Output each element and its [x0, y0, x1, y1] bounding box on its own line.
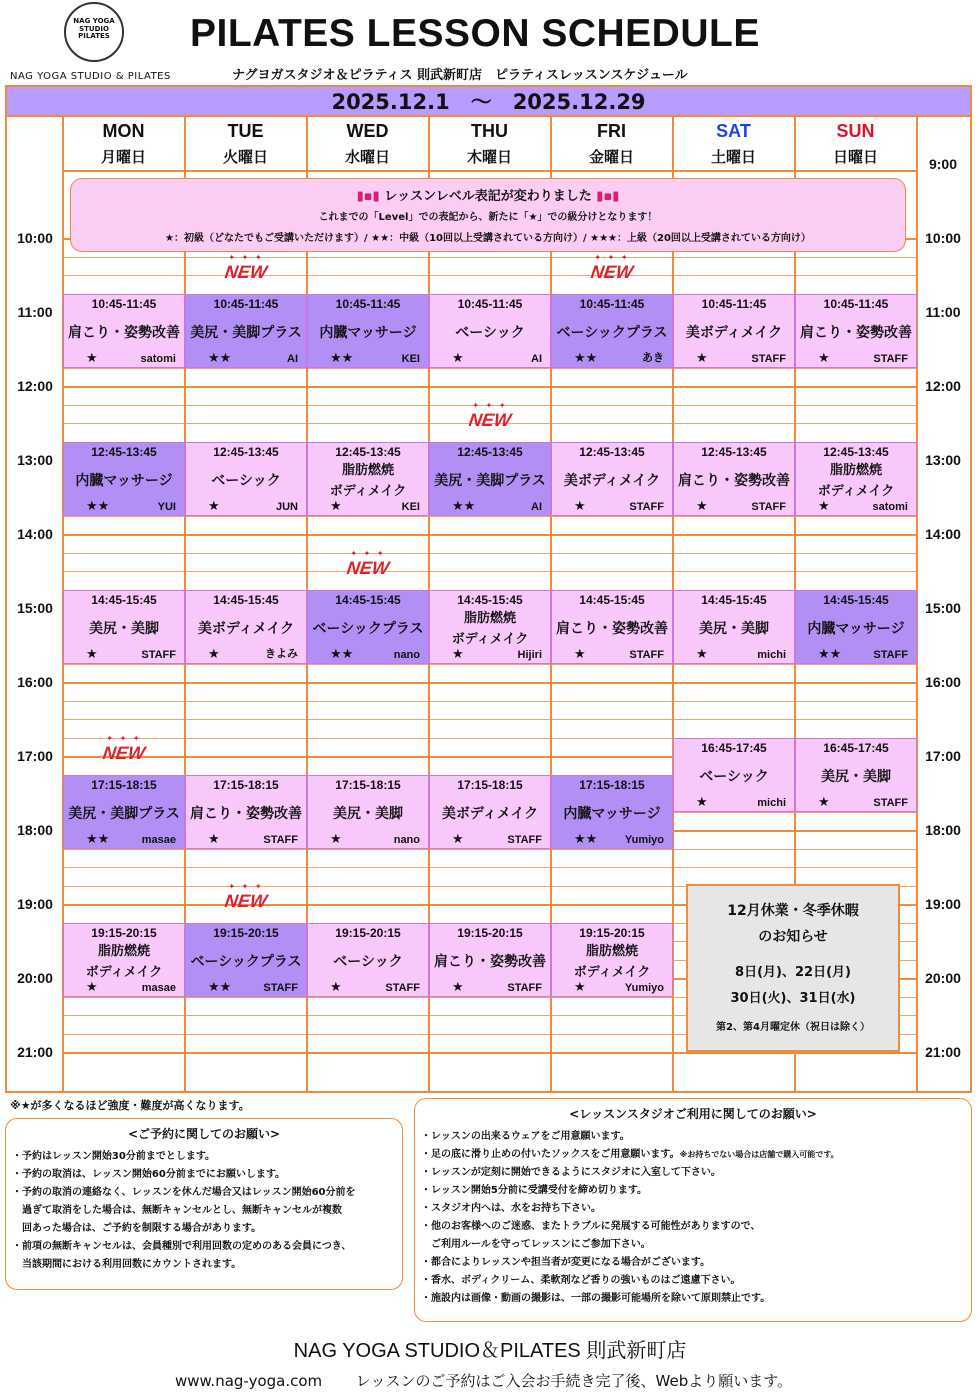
lesson-stars: ★	[818, 794, 830, 810]
lesson-name: 美尻・美脚	[821, 768, 891, 785]
time-label-left: 15:00	[17, 600, 53, 616]
time-label-right: 13:00	[925, 452, 961, 468]
lesson-stars: ★	[452, 350, 464, 366]
day-jp: 火曜日	[222, 148, 268, 166]
new-label: NEW	[223, 890, 269, 911]
lesson-card[interactable]	[307, 590, 429, 664]
lesson-time: 12:45-13:45	[457, 444, 523, 459]
rule-item: 回あった場合は、ご予約を制限する場合があります。	[12, 1223, 262, 1234]
lesson-stars: ★★	[86, 498, 110, 514]
new-badge	[94, 735, 154, 765]
lesson-name: 脂肪燃焼 ボディメイク	[451, 610, 529, 647]
lesson-name: 美尻・美脚	[333, 805, 403, 822]
day-header-tue	[185, 119, 306, 171]
rule-item: ・予約はレッスン開始30分前までとします。	[12, 1151, 216, 1162]
lesson-instructor: STAFF	[629, 500, 664, 513]
time-label-left: 12:00	[17, 378, 53, 394]
logo-caption: NAG YOGA STUDIO & PILATES	[10, 71, 171, 82]
quarter-line	[63, 719, 917, 720]
lesson-time: 14:45-15:45	[91, 592, 157, 607]
lesson-card[interactable]	[795, 294, 917, 368]
lesson-name: 脂肪燃焼 ボディメイク	[817, 462, 895, 499]
time-label-right: 14:00	[925, 526, 961, 542]
day-header-thu	[429, 119, 550, 171]
lesson-instructor: STAFF	[263, 833, 298, 846]
lesson-card[interactable]	[429, 442, 551, 516]
time-label-left: 19:00	[17, 896, 53, 912]
day-header-mon	[63, 119, 184, 171]
time-label-right: 16:00	[925, 674, 961, 690]
rule-item: ・スタジオ内へは、水をお持ち下さい。	[421, 1203, 601, 1214]
new-label: NEW	[101, 742, 147, 763]
rule-item: ・前項の無断キャンセルは、会員種別で利用回数の定めのある会員につき、	[12, 1241, 352, 1252]
day-en: SUN	[836, 121, 875, 141]
lesson-name: 美尻・美脚	[89, 620, 159, 637]
lesson-card[interactable]	[63, 923, 185, 997]
rule-item: ・予約の取消の連絡なく、レッスンを休んだ場合又はレッスン開始60分前を	[12, 1187, 356, 1198]
lesson-card[interactable]	[429, 590, 551, 664]
lesson-instructor: STAFF	[385, 981, 420, 994]
lesson-time: 10:45-11:45	[335, 296, 401, 311]
lesson-instructor: AI	[531, 500, 542, 513]
lesson-name: 美ボディメイク	[685, 324, 783, 341]
lesson-name: 脂肪燃焼 ボディメイク	[329, 462, 407, 499]
lesson-instructor: masae	[141, 981, 176, 994]
time-label-right: 19:00	[925, 896, 961, 912]
lesson-card[interactable]	[795, 738, 917, 812]
time-label-right: 21:00	[925, 1044, 961, 1060]
lesson-time: 14:45-15:45	[335, 592, 401, 607]
lesson-instructor: michi	[757, 648, 786, 661]
lesson-name: 美尻・美脚プラス	[434, 472, 546, 489]
lesson-stars: ★	[574, 646, 586, 662]
time-label-right: 10:00	[925, 230, 961, 246]
reservation-title: <ご予約に関してのお願い>	[127, 1127, 281, 1141]
lesson-time: 19:15-20:15	[335, 925, 401, 940]
rule-item: ・施設内は画像・動画の撮影は、一部の撮影可能場所を除いて原則禁止です。	[421, 1293, 771, 1304]
notice-levels: ★：初級（どなたでもご受講いただけます）/ ★★：中級（10回以上受講されている方向け）/ ★★★：上級（20回以上受講されている方向け）	[165, 233, 811, 244]
lesson-stars: ★★	[452, 498, 476, 514]
new-badge	[216, 254, 276, 284]
rule-item: ご利用ルールを守ってレッスンにご参加下さい。	[421, 1239, 651, 1250]
lesson-name: 内臓マッサージ	[563, 805, 661, 822]
lesson-name: 肩こり・姿勢改善	[556, 620, 668, 637]
lesson-stars: ★★	[330, 350, 354, 366]
sparkle-icon: ✦ ✦ ✦	[594, 252, 630, 262]
time-label-left: 16:00	[17, 674, 53, 690]
day-en: FRI	[597, 121, 626, 141]
rule-item: ・香水、ボディクリーム、柔軟剤など香りの強いものはご遠慮下さい。	[421, 1275, 741, 1286]
lesson-stars: ★	[208, 646, 220, 662]
sparkle-icon: ✦ ✦ ✦	[472, 400, 508, 410]
lesson-time: 10:45-11:45	[701, 296, 767, 311]
lesson-time: 19:15-20:15	[213, 925, 279, 940]
sparkle-icon: ✦ ✦ ✦	[106, 733, 142, 743]
lesson-instructor: Yumiyo	[624, 981, 664, 994]
rule-item: 過ぎて取消をした場合は、無断キャンセルとし、無断キャンセルが複数	[12, 1205, 342, 1216]
lesson-stars: ★★	[574, 350, 598, 366]
sparkle-icon: ✦ ✦ ✦	[350, 548, 386, 558]
lesson-card[interactable]	[673, 294, 795, 368]
lesson-card[interactable]	[551, 590, 673, 664]
lesson-name: 美ボディメイク	[197, 620, 295, 637]
time-label-left: 11:00	[17, 304, 53, 320]
hour-line	[63, 386, 917, 388]
lesson-instructor: AI	[531, 352, 542, 365]
lesson-instructor: nano	[393, 648, 420, 661]
lesson-card[interactable]	[185, 923, 307, 997]
lesson-name: 内臓マッサージ	[807, 620, 905, 637]
lesson-time: 19:15-20:15	[579, 925, 645, 940]
lesson-instructor: STAFF	[141, 648, 176, 661]
lesson-instructor: STAFF	[629, 648, 664, 661]
rule-item: ・都合によりレッスンや担当者が変更になる場合がございます。	[421, 1257, 711, 1268]
day-header-sun	[795, 119, 916, 171]
star-note: ※★が多くなるほど強度・難度が高くなります。	[10, 1099, 250, 1112]
lesson-name: ベーシック	[699, 768, 769, 785]
lesson-card[interactable]	[429, 294, 551, 368]
new-badge	[460, 402, 520, 432]
lesson-time: 12:45-13:45	[213, 444, 279, 459]
lesson-name: 内臓マッサージ	[75, 472, 173, 489]
lesson-time: 10:45-11:45	[91, 296, 157, 311]
lesson-time: 14:45-15:45	[213, 592, 279, 607]
day-jp: 土曜日	[710, 148, 756, 166]
lesson-card[interactable]	[673, 738, 795, 812]
new-badge	[582, 254, 642, 284]
lesson-name: 肩こり・姿勢改善	[434, 953, 546, 970]
time-label-left: 21:00	[17, 1044, 53, 1060]
lesson-card[interactable]	[429, 923, 551, 997]
rule-item: ・レッスンの出来るウェアをご用意願います。	[421, 1131, 630, 1142]
day-jp: 月曜日	[100, 148, 146, 166]
lesson-instructor: STAFF	[507, 833, 542, 846]
lesson-card[interactable]	[551, 294, 673, 368]
lesson-time: 19:15-20:15	[457, 925, 523, 940]
website-link[interactable]: www.nag-yoga.com	[175, 1372, 323, 1390]
hour-line	[63, 1052, 917, 1054]
rule-item: ・他のお客様へのご迷惑、またトラブルに発展する可能性がありますので、	[421, 1221, 761, 1232]
lesson-stars: ★★	[208, 350, 232, 366]
lesson-card[interactable]	[551, 923, 673, 997]
lesson-stars: ★	[574, 979, 586, 995]
lesson-stars: ★	[86, 979, 98, 995]
holiday-note: 第2、第4月曜定休（祝日は除く）	[716, 1022, 870, 1033]
lesson-instructor: KEI	[401, 352, 420, 365]
lesson-instructor: AI	[287, 352, 298, 365]
lesson-stars: ★	[818, 350, 830, 366]
lesson-card[interactable]	[185, 590, 307, 664]
lesson-instructor: YUI	[157, 500, 176, 513]
lesson-stars: ★	[86, 350, 98, 366]
lesson-stars: ★	[452, 831, 464, 847]
hour-line	[63, 534, 917, 536]
lesson-card[interactable]	[551, 442, 673, 516]
lesson-card[interactable]	[673, 442, 795, 516]
time-label-right: 17:00	[925, 748, 961, 764]
lesson-card[interactable]	[307, 775, 429, 849]
notice-heading: ▮▪▮ レッスンレベル表記が変わりました ▮▪▮	[356, 189, 620, 204]
dumbbell-icon: ▮▪▮	[596, 189, 620, 204]
quarter-line	[63, 849, 917, 850]
new-label: NEW	[345, 557, 391, 578]
lesson-stars: ★★	[208, 979, 232, 995]
lesson-time: 12:45-13:45	[823, 444, 889, 459]
sparkle-icon: ✦ ✦ ✦	[228, 252, 264, 262]
lesson-instructor: きよみ	[265, 647, 298, 660]
time-label-right: 18:00	[925, 822, 961, 838]
day-jp: 木曜日	[466, 148, 512, 166]
time-label-right: 15:00	[925, 600, 961, 616]
lesson-stars: ★	[696, 350, 708, 366]
holiday-title: 12月休業・冬季休暇 のお知らせ	[727, 903, 859, 945]
studio-list	[415, 1128, 971, 1308]
lesson-instructor: STAFF	[751, 352, 786, 365]
rule-item: ・レッスンが定刻に開始できるようにスタジオに入室して下さい。	[421, 1167, 721, 1178]
time-label-left: 20:00	[17, 970, 53, 986]
studio-logo: NAG YOGA STUDIO PILATES	[64, 2, 124, 62]
lesson-stars: ★	[330, 498, 342, 514]
new-label: NEW	[223, 261, 269, 282]
lesson-card[interactable]	[63, 442, 185, 516]
time-label-left: 18:00	[17, 822, 53, 838]
lesson-stars: ★	[86, 646, 98, 662]
lesson-time: 10:45-11:45	[213, 296, 279, 311]
lesson-stars: ★	[696, 646, 708, 662]
day-en: THU	[471, 121, 508, 141]
lesson-card[interactable]	[63, 294, 185, 368]
lesson-stars: ★	[574, 498, 586, 514]
lesson-time: 10:45-11:45	[823, 296, 889, 311]
studio-rules	[414, 1098, 972, 1322]
new-badge	[338, 550, 398, 580]
studio-title: <レッスンスタジオご利用に関してのお願い>	[569, 1107, 817, 1121]
day-jp: 水曜日	[344, 148, 390, 166]
lesson-card[interactable]	[551, 775, 673, 849]
day-jp: 金曜日	[588, 148, 634, 166]
lesson-stars: ★	[330, 979, 342, 995]
lesson-stars: ★	[208, 831, 220, 847]
lesson-card[interactable]	[63, 775, 185, 849]
lesson-stars: ★	[330, 831, 342, 847]
lesson-instructor: あき	[642, 351, 664, 364]
quarter-line	[63, 664, 917, 665]
reservation-rules	[5, 1118, 403, 1290]
lesson-instructor: Yumiyo	[624, 833, 664, 846]
lesson-name: 肩こり・姿勢改善	[68, 324, 180, 341]
lesson-name: ベーシック	[333, 953, 403, 970]
lesson-time: 12:45-13:45	[335, 444, 401, 459]
lesson-time: 14:45-15:45	[823, 592, 889, 607]
lesson-card[interactable]	[307, 294, 429, 368]
lesson-name: 肩こり・姿勢改善	[678, 472, 790, 489]
lesson-stars: ★	[452, 979, 464, 995]
time-label-left: 17:00	[17, 748, 53, 764]
date-range: 2025.12.1 ～ 2025.12.29	[7, 87, 970, 117]
level-notice	[70, 178, 906, 252]
time-label-left: 14:00	[17, 526, 53, 542]
lesson-instructor: KEI	[401, 500, 420, 513]
lesson-stars: ★★	[574, 831, 598, 847]
lesson-time: 16:45-17:45	[823, 740, 889, 755]
lesson-time: 12:45-13:45	[579, 444, 645, 459]
lesson-time: 19:15-20:15	[91, 925, 157, 940]
lesson-instructor: JUN	[275, 500, 298, 513]
lesson-time: 12:45-13:45	[701, 444, 767, 459]
lesson-time: 17:15-18:15	[213, 777, 279, 792]
footer-line	[175, 1370, 792, 1391]
lesson-name: ベーシックプラス	[190, 953, 302, 970]
lesson-instructor: satomi	[872, 500, 908, 513]
lesson-instructor: Hijiri	[517, 648, 542, 661]
lesson-name: 美ボディメイク	[563, 472, 661, 489]
rule-item: 当該期間における利用回数にカウントされます。	[12, 1259, 242, 1270]
lesson-name: 美尻・美脚プラス	[190, 324, 302, 341]
lesson-card[interactable]	[185, 442, 307, 516]
page-subtitle: ナグヨガスタジオ＆ピラティス 則武新町店 ピラティスレッスンスケジュール	[232, 68, 688, 83]
lesson-instructor: masae	[141, 833, 176, 846]
lesson-stars: ★	[696, 794, 708, 810]
new-label: NEW	[467, 409, 513, 430]
day-header-wed	[307, 119, 428, 171]
quarter-line	[63, 571, 917, 572]
lesson-instructor: michi	[757, 796, 786, 809]
lesson-name: ベーシックプラス	[556, 324, 668, 341]
lesson-time: 17:15-18:15	[335, 777, 401, 792]
dumbbell-icon: ▮▪▮	[356, 189, 380, 204]
lesson-stars: ★	[208, 498, 220, 514]
lesson-instructor: STAFF	[751, 500, 786, 513]
lesson-stars: ★★	[330, 646, 354, 662]
lesson-instructor: nano	[393, 833, 420, 846]
footer-studio-name: NAG YOGA STUDIO＆PILATES 則武新町店	[293, 1340, 687, 1362]
day-en: TUE	[227, 121, 264, 141]
lesson-name: 美ボディメイク	[441, 805, 539, 822]
time-label-right: 12:00	[925, 378, 961, 394]
lesson-name: ベーシック	[455, 324, 525, 341]
holiday-notice	[686, 884, 900, 1052]
lesson-card[interactable]	[63, 590, 185, 664]
lesson-stars: ★★	[86, 831, 110, 847]
quarter-line	[63, 701, 917, 702]
page-title: PILATES LESSON SCHEDULE	[190, 12, 760, 55]
lesson-stars: ★	[696, 498, 708, 514]
lesson-instructor: STAFF	[873, 796, 908, 809]
quarter-line	[63, 275, 917, 276]
time-label-right: 11:00	[925, 304, 961, 320]
holiday-dates: 8日(月)、22日(月) 30日(火)、31日(水)	[730, 965, 856, 1006]
footer-message: レッスンのご予約はご入会お手続き完了後、Webより願います。	[355, 1372, 793, 1390]
lesson-card[interactable]	[185, 294, 307, 368]
day-en: SAT	[716, 121, 751, 141]
lesson-card[interactable]	[185, 775, 307, 849]
quarter-line	[63, 553, 917, 554]
lesson-time: 14:45-15:45	[579, 592, 645, 607]
time-label-right: 20:00	[925, 970, 961, 986]
lesson-instructor: STAFF	[873, 352, 908, 365]
quarter-line	[63, 368, 917, 369]
lesson-time: 14:45-15:45	[701, 592, 767, 607]
new-label: NEW	[589, 261, 635, 282]
lesson-time: 16:45-17:45	[701, 740, 767, 755]
quarter-line	[63, 867, 917, 868]
lesson-name: 脂肪燃焼 ボディメイク	[85, 943, 163, 980]
day-header-fri	[551, 119, 672, 171]
quarter-line	[63, 516, 917, 517]
day-en: WED	[346, 121, 389, 141]
lesson-stars: ★	[452, 646, 464, 662]
lesson-instructor: satomi	[140, 352, 176, 365]
rule-item: ・足の底に滑り止めの付いたソックスをご用意願います。※お持ちでない場合は店舗で購入可能です。	[421, 1149, 839, 1160]
hour-line	[63, 682, 917, 684]
lesson-instructor: STAFF	[263, 981, 298, 994]
lesson-card[interactable]	[673, 590, 795, 664]
sparkle-icon: ✦ ✦ ✦	[228, 881, 264, 891]
lesson-card[interactable]	[795, 590, 917, 664]
lesson-time: 10:45-11:45	[579, 296, 645, 311]
lesson-stars: ★	[818, 498, 830, 514]
lesson-card[interactable]	[795, 442, 917, 516]
lesson-name: 美尻・美脚プラス	[68, 805, 180, 822]
rule-item: ・レッスン開始5分前に受講受付を締め切ります。	[421, 1185, 648, 1196]
lesson-card[interactable]	[307, 442, 429, 516]
lesson-name: 肩こり・姿勢改善	[190, 805, 302, 822]
lesson-name: 脂肪燃焼 ボディメイク	[573, 943, 651, 980]
lesson-name: ベーシック	[211, 472, 281, 489]
time-label-left: 10:00	[17, 230, 53, 246]
time-label-left: 13:00	[17, 452, 53, 468]
lesson-time: 17:15-18:15	[91, 777, 157, 792]
lesson-instructor: STAFF	[873, 648, 908, 661]
lesson-time: 17:15-18:15	[457, 777, 523, 792]
lesson-name: 内臓マッサージ	[319, 324, 417, 341]
lesson-card[interactable]	[429, 775, 551, 849]
lesson-card[interactable]	[307, 923, 429, 997]
lesson-instructor: STAFF	[507, 981, 542, 994]
day-jp: 日曜日	[832, 148, 878, 166]
quarter-line	[63, 257, 917, 258]
lesson-time: 14:45-15:45	[457, 592, 523, 607]
rule-item: ・予約の取消は、レッスン開始60分前までにお願いします。	[12, 1169, 286, 1180]
lesson-name: ベーシックプラス	[312, 620, 424, 637]
lesson-time: 10:45-11:45	[457, 296, 523, 311]
lesson-stars: ★★	[818, 646, 842, 662]
lesson-time: 17:15-18:15	[579, 777, 645, 792]
new-badge	[216, 883, 276, 913]
time-label-right: 9:00	[928, 156, 958, 172]
lesson-name: 美尻・美脚	[699, 620, 769, 637]
notice-text: これまでの「Level」での表記から、新たに「★」での級分けとなります！	[318, 212, 658, 223]
day-en: MON	[102, 121, 145, 141]
rule-subnote: ※お持ちでない場合は店舗で購入可能です。	[679, 1150, 839, 1159]
day-header-sat	[673, 119, 794, 171]
reservation-list	[6, 1148, 402, 1274]
lesson-name: 肩こり・姿勢改善	[800, 324, 912, 341]
lesson-time: 12:45-13:45	[91, 444, 157, 459]
